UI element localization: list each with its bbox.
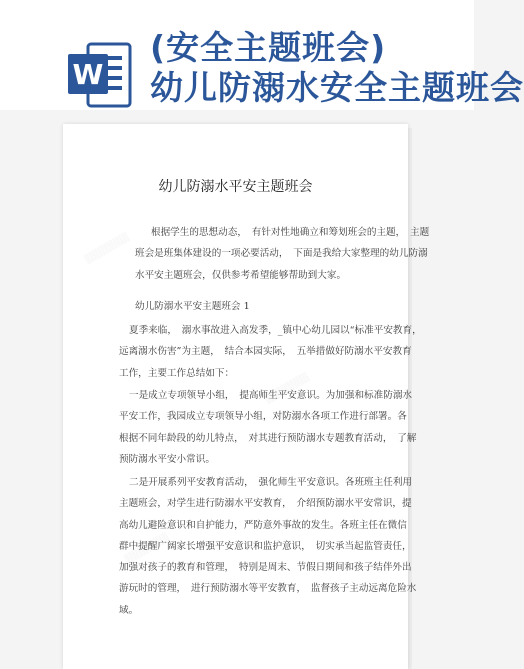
text-line: 预防溺水平安小常识。	[119, 453, 215, 465]
text-line: 游玩时的管理， 进行预防溺水等平安教育， 监督孩子主动远离危险水	[119, 583, 417, 595]
banner-title-line2: 幼儿防溺水安全主题班会	[150, 68, 524, 107]
word-icon-letter: W	[72, 58, 104, 91]
paragraph-1	[119, 320, 422, 384]
text-line: 二是开展系列平安教育活动， 强化师生平安意识。各班班主任利用	[129, 477, 413, 488]
document-page	[63, 124, 430, 669]
intro-paragraph	[135, 222, 429, 286]
paragraph-2	[119, 385, 416, 470]
section-heading	[135, 296, 250, 317]
text-line: 班会是班集体建设的一项必要活动， 下面是我给大家整理的幼儿防溺	[135, 248, 428, 260]
text-line: 加强对孩子的教育和管理， 特别是周末、节假日期间和孩子结伴外出	[119, 562, 412, 574]
document-title: 幼儿防溺水平安主题班会	[158, 179, 313, 195]
text-line: 水平安主题班会，仅供参考希望能够帮助到大家。	[135, 269, 347, 281]
text-line: 根据学生的思想动态， 有针对性地确立和筹划班会的主题， 主题	[151, 227, 430, 238]
text-line: 主题班会，对学生进行防溺水平安教育， 介绍预防溺水平安常识，提	[119, 498, 412, 510]
text-line: 工作，主要工作总结如下：	[119, 367, 235, 379]
banner-title-line1: (安全主题班会)	[150, 28, 387, 67]
text-line: 根据不同年龄段的幼儿特点， 对其进行预防溺水专题教育活动， 了解	[119, 432, 417, 444]
text-line: 远离溺水伤害”为主题， 结合本园实际， 五举措做好防溺水平安教育	[119, 346, 412, 358]
word-doc-icon	[64, 40, 134, 110]
text-line: 夏季来临， 溺水事故进入高发季，_镇中心幼儿园以“标准平安教育，	[129, 325, 422, 336]
watermark	[84, 233, 131, 266]
header-banner	[0, 0, 524, 110]
text-line: 平安工作，我园成立专项领导小组，对防溺水各项工作进行部署。各	[119, 411, 407, 423]
text-line: 高幼儿避险意识和自护能力，严防意外事故的发生。各班主任在微信	[119, 519, 407, 531]
paragraph-3	[119, 472, 416, 621]
text-line: 一是成立专项领导小组， 提高师生平安意识。为加强和标准防溺水	[129, 390, 413, 401]
text-line: 域。	[119, 604, 139, 616]
section-title: 幼儿防溺水平安主题班会 1	[135, 301, 250, 312]
text-line: 群中提醒广阔家长增强平安意识和监护意识， 切实承当起监管责任，	[119, 540, 412, 552]
